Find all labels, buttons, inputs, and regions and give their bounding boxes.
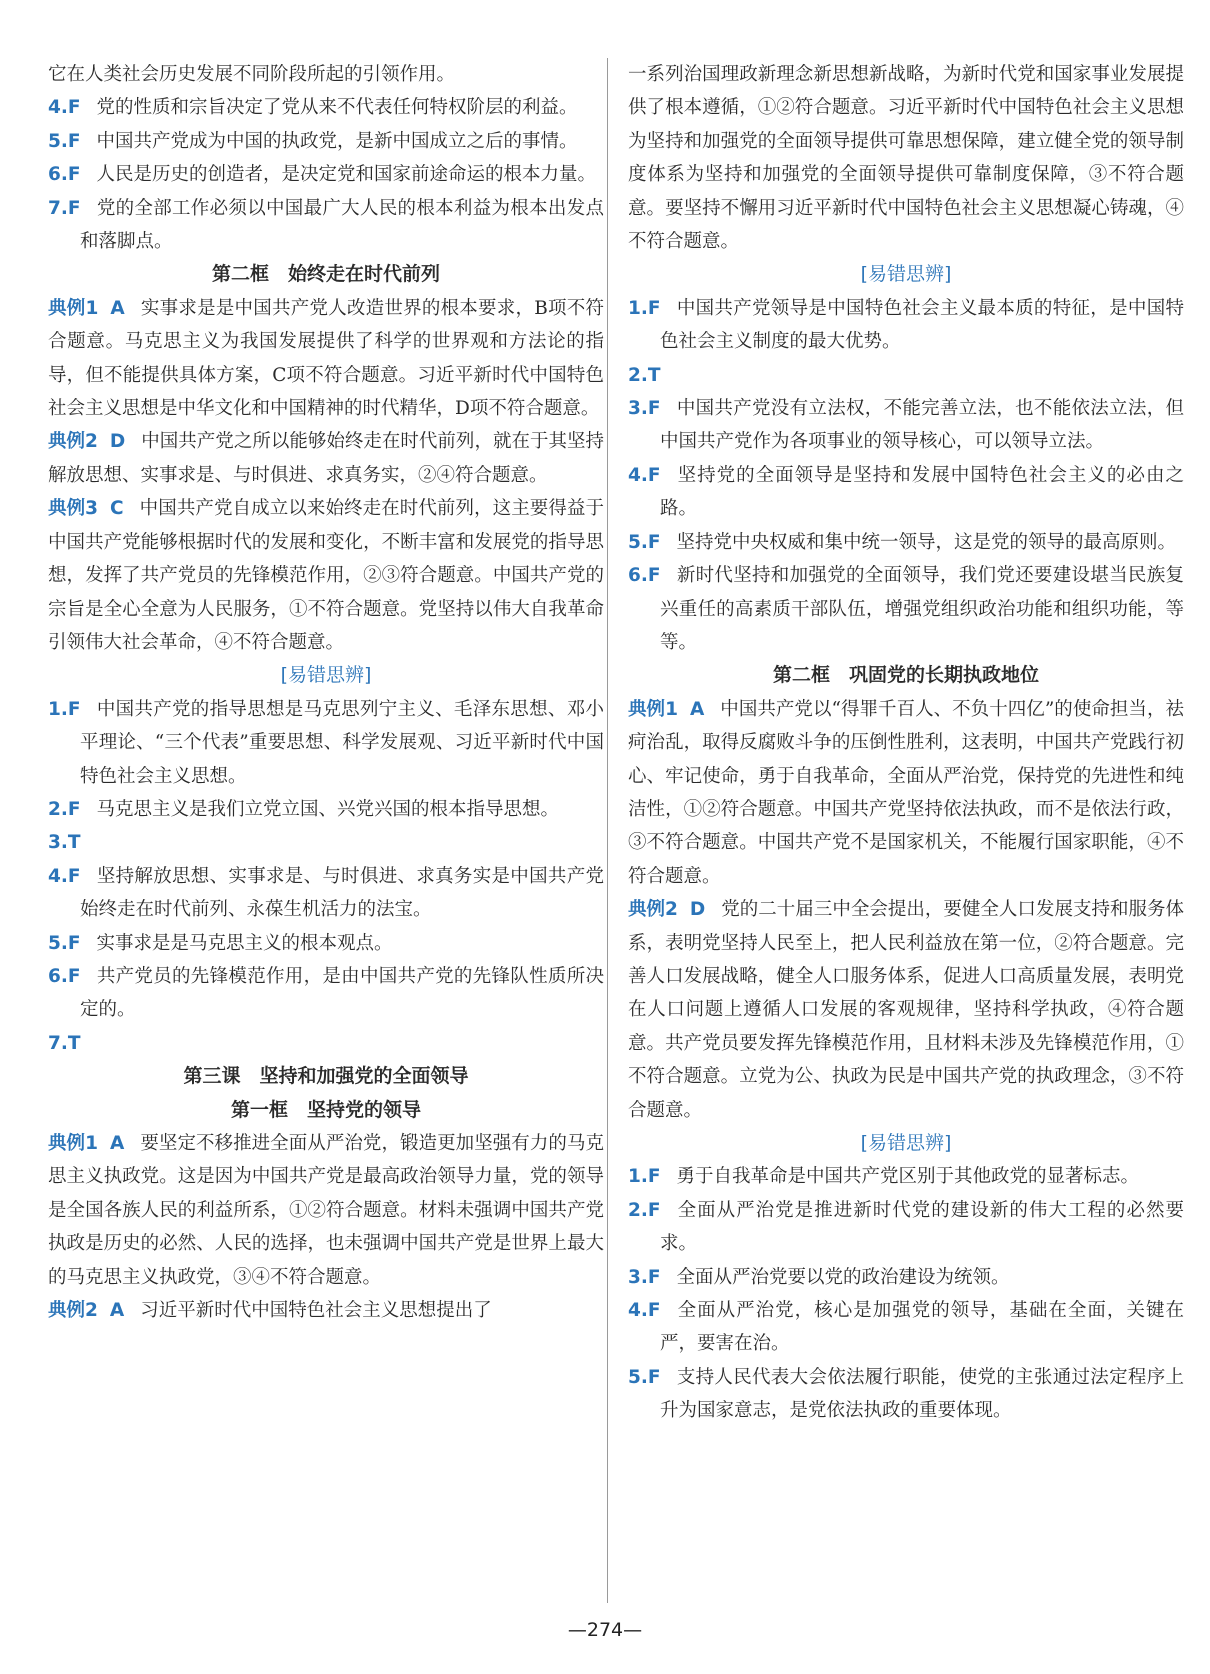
example-label: 典例1 (628, 698, 678, 720)
judgment-item (628, 526, 1184, 559)
item-key: 4.F (48, 97, 81, 119)
error-analysis-subhead: [易错思辨] (860, 1132, 952, 1154)
item-key: 6.F (48, 164, 81, 186)
example-answer: A (109, 1300, 125, 1322)
judgment-item (48, 860, 604, 927)
item-key: 1.F (628, 1166, 661, 1188)
page-number: —274— (567, 1619, 643, 1641)
judgment-item (628, 1194, 1184, 1261)
judgment-item (628, 1361, 1184, 1428)
item-text: 党的性质和宗旨决定了党从来不代表任何特权阶层的利益。 (96, 97, 578, 119)
item-text: 勇于自我革命是中国共产党区别于其他政党的显著标志。 (676, 1166, 1140, 1188)
judgment-item (48, 192, 604, 259)
item-key: 4.F (628, 1300, 661, 1322)
item-text: 共产党员的先锋模范作用，是由中国共产党的先锋队性质所决定的。 (80, 965, 604, 1021)
error-analysis-subhead: [易错思辨] (860, 263, 952, 286)
item-key: 3.T (48, 832, 81, 854)
judgment-item (628, 1261, 1184, 1294)
item-text: 党的全部工作必须以中国最广大人民的根本利益为根本出发点和落脚点。 (80, 197, 604, 253)
item-text: 坚持解放思想、实事求是、与时俱进、求真务实是中国共产党始终走在时代前列、永葆生机活力的法宝。 (80, 865, 604, 921)
example-paragraph (48, 292, 604, 426)
item-key: 5.F (48, 932, 81, 954)
item-key: 4.F (628, 464, 661, 486)
example-text: 中国共产党之所以能够始终走在时代前列，就在于其坚持解放思想、实事求是、与时俱进、求真务实，②④符合题意。 (48, 431, 604, 486)
item-key: 2.F (48, 798, 81, 820)
item-key: 1.F (48, 698, 81, 720)
example-answer: D (109, 431, 126, 453)
example-text: 要坚定不移推进全面从严治党，锻造更加坚强有力的马克思主义执政党。这是因为中国共产党是最高政治领导力量，党的领导是全国各族人民的利益所系，①②符合题意。材料未强调中国共产党执政是历史的必然、人民的选择，也未强调中国共产党是世界上最大的马克思主义执政党，③④不符合题意。 (48, 1133, 604, 1288)
item-key: 1.F (628, 297, 661, 319)
judgment-item (48, 158, 604, 191)
error-analysis-subhead: [易错思辨] (280, 664, 372, 687)
example-paragraph (628, 893, 1184, 1127)
example-text: 实事求是是中国共产党人改造世界的根本要求，B项不符合题意。马克思主义为我国发展提供了科学的世界观和方法论的指导，但不能提供具体方案，C项不符合题意。习近平新时代中国特色社会主义思想是中华文化和中国精神的时代精华，D项不符合题意。 (48, 297, 604, 420)
continued-text: 它在人类社会历史发展不同阶段所起的引领作用。 (48, 64, 456, 85)
judgment-item (48, 927, 604, 960)
item-text: 全面从严治党是推进新时代党的建设新的伟大工程的必然要求。 (660, 1199, 1184, 1255)
continued-text: 一系列治国理政新理念新思想新战略，为新时代党和国家事业发展提供了根本遵循，①②符合题意。习近平新时代中国特色社会主义思想为坚持和加强党的全面领导提供可靠思想保障，建立健全党的领导制度体系为坚持和加强党的全面领导提供可靠制度保障，③不符合题意。要坚持不懈用习近平新时代中国特色社会主义思想凝心铸魂，④不符合题意。 (628, 64, 1184, 253)
judgment-item (48, 125, 604, 158)
judgment-item (628, 292, 1184, 359)
example-answer: A (110, 297, 125, 319)
item-text: 全面从严治党，核心是加强党的领导，基础在全面，关键在严，要害在治。 (660, 1300, 1184, 1355)
example-label: 典例3 (48, 498, 99, 520)
item-key: 3.F (628, 1266, 661, 1288)
judgment-item (48, 91, 604, 124)
item-key: 3.F (628, 398, 661, 420)
item-text: 支持人民代表大会依法履行职能，使党的主张通过法定程序上升为国家意志，是党依法执政的重要体现。 (660, 1366, 1184, 1422)
item-text: 中国共产党没有立法权，不能完善立法，也不能依法立法，但中国共产党作为各项事业的领导核心，可以领导立法。 (660, 398, 1184, 453)
example-answer: A (109, 1133, 125, 1154)
lesson-heading: 第三课 坚持和加强党的全面领导 (183, 1065, 469, 1088)
judgment-item (48, 826, 604, 859)
item-text: 马克思主义是我们立党立国、兴党兴国的根本指导思想。 (96, 798, 560, 820)
example-label: 典例2 (628, 899, 678, 921)
example-text: 党的二十届三中全会提出，要健全人口发展支持和服务体系，表明党坚持人民至上，把人民利益放在第一位，②符合题意。完善人口发展战略，健全人口服务体系，促进人口高质量发展，表明党在人口问题上遵循人口发展的客观规律，坚持科学执政，④符合题意。共产党员要发挥先锋模范作用，且材料未涉及先锋模范作用，①不符合题意。立党为公、执政为民是中国共产党的执政理念，③不符合题意。 (628, 899, 1184, 1121)
item-text: 中国共产党的指导思想是马克思列宁主义、毛泽东思想、邓小平理论、“三个代表”重要思想、科学发展观、习近平新时代中国特色社会主义思想。 (80, 698, 604, 787)
left-column (48, 58, 604, 1327)
example-paragraph (628, 693, 1184, 893)
example-label: 典例1 (48, 1133, 98, 1154)
example-text: 中国共产党以“得罪千百人、不负十四亿”的使命担当，祛疴治乱，取得反腐败斗争的压倒性胜利，这表明，中国共产党践行初心、牢记使命，勇于自我革命，全面从严治党，保持党的先进性和纯洁性，①②符合题意。中国共产党坚持依法执政，而不是依法行政，③不符合题意。中国共产党不是国家机关，不能履行国家职能，④不符合题意。 (628, 698, 1184, 887)
judgment-item (628, 1294, 1184, 1361)
item-text: 实事求是是马克思主义的根本观点。 (96, 932, 393, 954)
judgment-item (48, 1027, 604, 1060)
item-key: 2.T (628, 364, 661, 386)
example-label: 典例2 (48, 1300, 98, 1322)
item-text: 全面从严治党要以党的政治建设为统领。 (676, 1266, 1010, 1288)
judgment-item (628, 559, 1184, 659)
judgment-item (628, 392, 1184, 459)
item-key: 6.F (48, 965, 81, 987)
example-answer: A (689, 698, 705, 720)
example-answer: D (689, 899, 706, 921)
example-label: 典例1 (48, 297, 99, 319)
example-text: 习近平新时代中国特色社会主义思想提出了 (140, 1300, 492, 1322)
item-text: 新时代坚持和加强党的全面领导，我们党还要建设堪当民族复兴重任的高素质干部队伍，增强党组织政治功能和组织功能，等等。 (660, 565, 1184, 653)
example-answer: C (110, 498, 124, 520)
item-key: 7.F (48, 197, 81, 219)
item-key: 7.T (48, 1032, 81, 1054)
section-heading: 第二框 巩固党的长期执政地位 (772, 664, 1039, 687)
section-heading: 第一框 坚持党的领导 (230, 1098, 421, 1121)
example-text: 中国共产党自成立以来始终走在时代前列，这主要得益于中国共产党能够根据时代的发展和变化，不断丰富和发展党的指导思想，发挥了共产党员的先锋模范作用，②③符合题意。中国共产党的宗旨是全心全意为人民服务，①不符合题意。党坚持以伟大自我革命引领伟大社会革命，④不符合题意。 (48, 498, 604, 653)
example-paragraph (48, 492, 604, 659)
judgment-item (48, 793, 604, 826)
judgment-item (48, 960, 604, 1027)
column-divider (607, 58, 608, 1603)
item-text: 人民是历史的创造者，是决定党和国家前途命运的根本力量。 (96, 164, 597, 186)
item-key: 5.F (628, 531, 661, 553)
item-key: 5.F (48, 130, 81, 152)
item-text: 坚持党的全面领导是坚持和发展中国特色社会主义的必由之路。 (660, 464, 1184, 520)
example-paragraph (48, 1127, 604, 1294)
item-key: 4.F (48, 865, 81, 887)
example-paragraph (48, 425, 604, 492)
example-paragraph (48, 1294, 604, 1327)
item-text: 中国共产党成为中国的执政党，是新中国成立之后的事情。 (96, 130, 578, 152)
section-heading: 第二框 始终走在时代前列 (211, 263, 440, 286)
example-label: 典例2 (48, 431, 98, 453)
right-column (628, 58, 1184, 1428)
item-text: 坚持党中央权威和集中统一领导，这是党的领导的最高原则。 (676, 531, 1177, 553)
judgment-item (628, 359, 1184, 392)
judgment-item (48, 693, 604, 793)
item-key: 2.F (628, 1199, 661, 1221)
judgment-item (628, 459, 1184, 526)
item-key: 6.F (628, 565, 661, 587)
item-key: 5.F (628, 1366, 661, 1388)
judgment-item (628, 1160, 1184, 1193)
item-text: 中国共产党领导是中国特色社会主义最本质的特征，是中国特色社会主义制度的最大优势。 (660, 297, 1184, 353)
